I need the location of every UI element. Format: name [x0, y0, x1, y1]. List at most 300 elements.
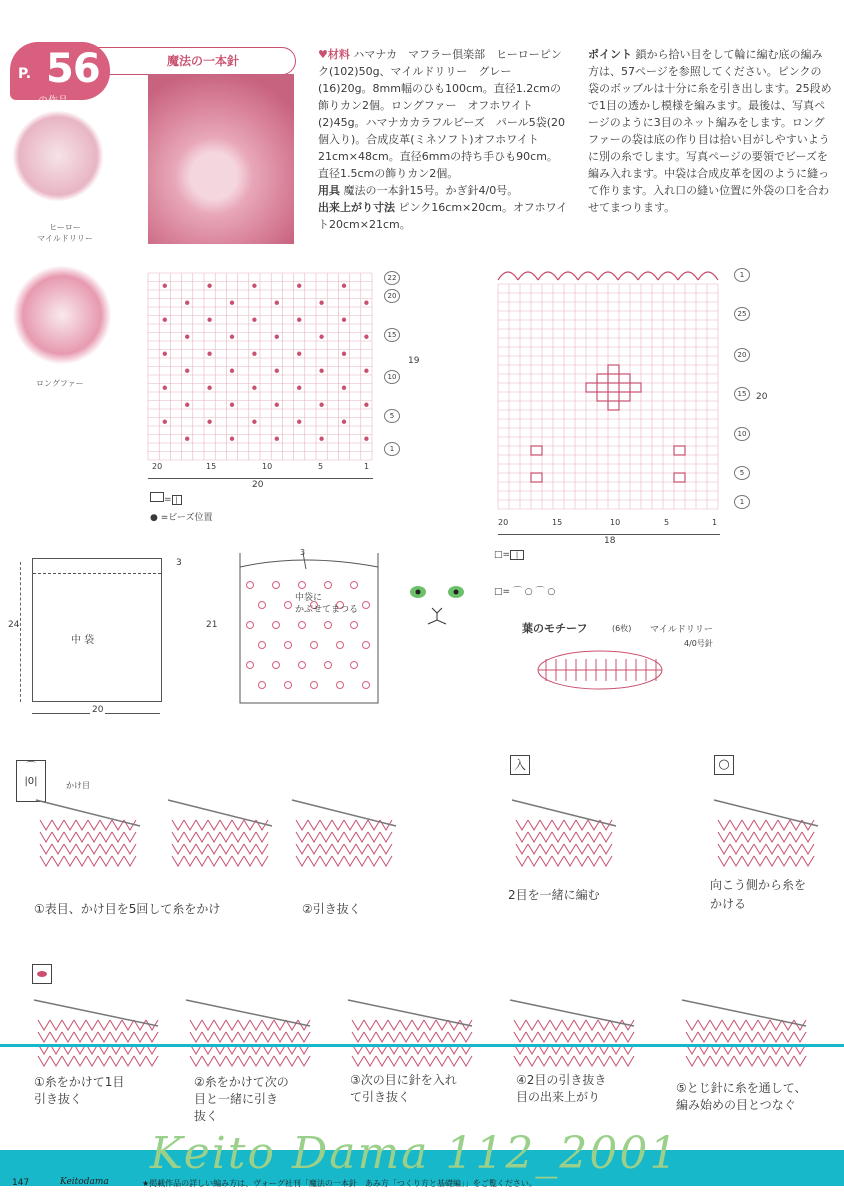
knit-loop	[686, 1056, 698, 1066]
bead-circle	[363, 602, 370, 609]
knit-loop	[528, 832, 540, 842]
knit-loop	[380, 832, 392, 842]
knit-loop	[376, 1020, 388, 1030]
knit-loop	[274, 1032, 286, 1042]
knit-loop	[308, 820, 320, 830]
inner-bag-height: 24	[8, 620, 20, 630]
knit-loop	[526, 1056, 538, 1066]
knit-loop	[352, 1032, 364, 1042]
knit-loop	[122, 1020, 134, 1030]
knit-loop	[766, 856, 778, 866]
knit-loop	[368, 856, 380, 866]
knit-swatch	[36, 800, 140, 866]
knit-loop	[686, 1020, 698, 1030]
knit-loop	[790, 832, 802, 842]
knit-loop	[344, 856, 356, 866]
knit-loop	[600, 856, 612, 866]
knit-loop	[722, 1020, 734, 1030]
knit-loop	[296, 832, 308, 842]
scallop	[598, 272, 618, 280]
tools-text: 魔法の一本針15号。かぎ針4/0号。	[343, 184, 519, 197]
outer-bag-drawing	[228, 545, 408, 710]
scallop	[518, 272, 538, 280]
knit-loop	[718, 832, 730, 842]
pattern-title: 魔法の一本針	[166, 54, 239, 68]
knit-loop	[436, 1032, 448, 1042]
bead-dot	[275, 369, 279, 373]
bead-circle	[363, 682, 370, 689]
knit-loop	[576, 820, 588, 830]
step2-caption-2: ②糸をかけて次の 目と一緒に引き 抜く	[194, 1075, 289, 1123]
page-number: 56	[46, 46, 100, 92]
knit-loop	[76, 844, 88, 854]
bead-dot	[319, 301, 323, 305]
inner-bag-top: 3	[176, 558, 182, 568]
knit-loop	[730, 844, 742, 854]
knit-loop	[424, 1032, 436, 1042]
knit-loop	[388, 1020, 400, 1030]
knit-loop	[40, 820, 52, 830]
tools-label: 用具	[318, 184, 340, 197]
scallop	[618, 272, 638, 280]
right-height-label: 20	[756, 392, 768, 402]
motif-cell	[608, 383, 619, 392]
step-row-2-illustrations	[0, 990, 844, 1070]
knit-loop	[244, 856, 256, 866]
bead-dot	[275, 335, 279, 339]
knit-loop	[190, 1056, 202, 1066]
knit-loop	[100, 856, 112, 866]
bead-circle	[285, 602, 292, 609]
footer-brand: Keitodama	[60, 1177, 109, 1187]
bead-dot	[207, 352, 211, 356]
knit-loop	[770, 1032, 782, 1042]
knit-loop	[86, 1056, 98, 1066]
knit-loop	[552, 832, 564, 842]
knit-loop	[562, 1020, 574, 1030]
knit-loop	[40, 832, 52, 842]
knit-loop	[40, 856, 52, 866]
step1-caption-2: ②引き抜く	[302, 902, 361, 916]
knit-loop	[214, 1056, 226, 1066]
knit-loop	[538, 1020, 550, 1030]
knit-loop	[754, 820, 766, 830]
knit-loop	[778, 856, 790, 866]
bead-circle	[247, 582, 254, 589]
knit-loop	[734, 1020, 746, 1030]
knit-loop	[562, 1032, 574, 1042]
needle	[682, 1000, 806, 1026]
scallop	[698, 272, 718, 280]
leaf-motif-diagram	[530, 645, 670, 695]
knit-loop	[202, 1056, 214, 1066]
knit-loop	[64, 820, 76, 830]
knit-loop	[722, 1056, 734, 1066]
knit-loop	[698, 1056, 710, 1066]
knit-loop	[196, 856, 208, 866]
knit-loop	[50, 1020, 62, 1030]
row-label: 10	[384, 370, 400, 384]
knit-loop	[766, 844, 778, 854]
knit-loop	[448, 1032, 460, 1042]
knit-loop	[778, 844, 790, 854]
knit-swatch	[34, 1000, 158, 1066]
materials-text: ハマナカ マフラー倶楽部 ヒーローピンク(102)50g、マイルドリリー グレー (16)20g。8mm幅のひも100cm。直径1.2cmの飾りカン2個。ロングファー オフホワイト(2)45g。ハマナカカラフルビーズ パール5袋(20個入り)。合成皮革(ミネソフト)オフホワイト21cm×48cm。直径6mmの持ち手ひも90cm。直径1.5cmの飾りカン2個。	[318, 48, 565, 180]
knit-loop	[208, 820, 220, 830]
bead-circle	[351, 662, 358, 669]
knit-loop	[76, 856, 88, 866]
knit-loop	[332, 856, 344, 866]
bead-dot	[230, 301, 234, 305]
left-chart	[140, 265, 420, 525]
knit-loop	[52, 832, 64, 842]
knit-loop	[718, 856, 730, 866]
bead-circle	[311, 642, 318, 649]
knit-loop	[62, 1032, 74, 1042]
knit-swatch	[292, 800, 396, 866]
knit-loop	[400, 1020, 412, 1030]
symbol-slip-stitch	[32, 964, 52, 984]
knit-loop	[514, 1020, 526, 1030]
knit-loop	[564, 832, 576, 842]
knit-loop	[250, 1032, 262, 1042]
knit-loop	[528, 820, 540, 830]
knit-loop	[610, 1056, 622, 1066]
motif-cell	[608, 401, 619, 410]
knit-loop	[766, 832, 778, 842]
needle	[348, 1000, 472, 1026]
motif-cell	[531, 446, 542, 455]
knit-loop	[528, 844, 540, 854]
bead-dot	[230, 437, 234, 441]
inner-bag-outline	[32, 558, 162, 702]
knit-loop	[98, 1056, 110, 1066]
right-width-line	[498, 534, 720, 535]
left-width-label: 20	[252, 480, 264, 490]
knit-loop	[88, 820, 100, 830]
knit-loop	[576, 856, 588, 866]
knit-loop	[746, 1020, 758, 1030]
knit-loop	[64, 844, 76, 854]
scallop-edge	[498, 272, 718, 280]
knit-loop	[516, 820, 528, 830]
scallop	[558, 272, 578, 280]
motif-cell	[630, 383, 641, 392]
knit-loop	[232, 832, 244, 842]
bead-dot	[364, 301, 368, 305]
right-legend-2: □= ⌒ ○ ⌒ ○	[494, 587, 556, 597]
knit-loop	[758, 1020, 770, 1030]
knit-loop	[320, 856, 332, 866]
knit-loop	[600, 832, 612, 842]
knit-loop	[746, 1056, 758, 1066]
knit-loop	[112, 832, 124, 842]
knit-loop	[190, 1020, 202, 1030]
bead-dot	[319, 437, 323, 441]
knit-loop	[76, 832, 88, 842]
knit-loop	[356, 832, 368, 842]
needle	[34, 1000, 158, 1026]
knit-loop	[220, 856, 232, 866]
knit-loop	[62, 1020, 74, 1030]
bead-circle	[285, 642, 292, 649]
knit-loop	[528, 856, 540, 866]
point-text: 鎖から拾い目をして輪に編む底の編み方は、57ページを参照してください。ピンクの袋のボッブルは十分に糸を引き出します。25段めで1目の透かし模様を編みます。最後は、写真ページのように3目のネット編みをします。ロングファーの袋は底の作り目は拾い目がしやすいように別の糸でします。写真ページの要領でビーズを編み入れます。中袋は合成皮革を図のように縫って作ります。入れ口の縫い位置に外袋の口を合わせてまつります。	[588, 48, 832, 214]
bead-dot	[319, 403, 323, 407]
bead-dot	[163, 352, 167, 356]
symbol-yo: ○	[714, 755, 734, 775]
bead-dot	[297, 352, 301, 356]
outer-bag-top: 3	[300, 548, 306, 557]
needle	[186, 1000, 310, 1026]
knit-loop	[238, 1056, 250, 1066]
bead-dot	[252, 386, 256, 390]
knit-loop	[134, 1032, 146, 1042]
knit-loop	[742, 832, 754, 842]
leaf-title: 葉のモチーフ	[522, 622, 588, 635]
knit-loop	[770, 1020, 782, 1030]
knit-loop	[586, 1020, 598, 1030]
needle	[714, 800, 818, 826]
knit-loop	[308, 844, 320, 854]
left-legend-knit: = |	[150, 492, 182, 505]
step2-caption-1: ①糸をかけて1目 引き抜く	[34, 1075, 125, 1106]
bead-circle	[325, 582, 332, 589]
knit-loop	[574, 1020, 586, 1030]
knit-loop	[460, 1032, 472, 1042]
knit-loop	[220, 844, 232, 854]
bead-circle	[285, 682, 292, 689]
knit-loop	[778, 820, 790, 830]
knit-loop	[754, 856, 766, 866]
bead-circle	[259, 682, 266, 689]
knit-loop	[562, 1056, 574, 1066]
bead-circle	[247, 662, 254, 669]
knit-loop	[352, 1020, 364, 1030]
motif-cell	[619, 374, 630, 383]
knit-loop	[710, 1032, 722, 1042]
knit-loop	[710, 1020, 722, 1030]
knit-loop	[364, 1056, 376, 1066]
knit-loop	[526, 1020, 538, 1030]
knit-loop	[196, 820, 208, 830]
knit-loop	[424, 1056, 436, 1066]
knit-loop	[238, 1020, 250, 1030]
knit-loop	[622, 1032, 634, 1042]
knit-loop	[742, 820, 754, 830]
motif-cell	[674, 473, 685, 482]
bead-dot	[185, 437, 189, 441]
knit-loop	[208, 856, 220, 866]
knit-loop	[88, 832, 100, 842]
knit-loop	[190, 1032, 202, 1042]
bead-dot	[185, 369, 189, 373]
knit-loop	[368, 832, 380, 842]
swatch-caption-2: ロングファー	[36, 379, 84, 388]
knit-loop	[436, 1056, 448, 1066]
right-width-label: 18	[604, 536, 616, 546]
knit-loop	[598, 1032, 610, 1042]
col-label: 20	[498, 518, 509, 527]
knit-loop	[320, 844, 332, 854]
knit-loop	[232, 856, 244, 866]
leaf-yarn: マイルドリリー	[650, 625, 713, 635]
knit-loop	[364, 1032, 376, 1042]
knit-loop	[112, 844, 124, 854]
knit-loop	[226, 1056, 238, 1066]
knit-loop	[38, 1032, 50, 1042]
knit-loop	[344, 820, 356, 830]
bead-dot	[252, 420, 256, 424]
knit-loop	[124, 844, 136, 854]
knit-loop	[184, 832, 196, 842]
knit-loop	[742, 856, 754, 866]
bead-circle	[247, 622, 254, 629]
knit-loop	[274, 1056, 286, 1066]
knit-loop	[296, 856, 308, 866]
bead-dot	[252, 284, 256, 288]
knit-loop	[172, 820, 184, 830]
step2-caption-4: ④2目の引き抜き 目の出来上がり	[516, 1073, 607, 1104]
knit-loop	[202, 1032, 214, 1042]
col-label: 10	[610, 518, 621, 527]
knit-loop	[380, 844, 392, 854]
knit-loop	[516, 832, 528, 842]
row-label: 20	[384, 289, 400, 303]
bead-dot	[342, 352, 346, 356]
left-grid	[148, 273, 372, 460]
knit-loop	[262, 1020, 274, 1030]
yarn-swatch-hero	[12, 110, 104, 202]
knit-loop	[332, 820, 344, 830]
knit-loop	[208, 832, 220, 842]
bead-dot	[319, 335, 323, 339]
knit-loop	[364, 1020, 376, 1030]
knit-loop	[134, 1056, 146, 1066]
knit-loop	[552, 820, 564, 830]
knit-loop	[332, 844, 344, 854]
bead-dot	[297, 284, 301, 288]
knit-loop	[540, 844, 552, 854]
scallop	[638, 272, 658, 280]
bead-dot	[319, 369, 323, 373]
knit-loop	[286, 1056, 298, 1066]
left-legend-bead: ● =ビーズ位置	[150, 513, 213, 523]
knit-loop	[552, 856, 564, 866]
size-label: 出来上がり寸法	[318, 201, 395, 214]
knit-loop	[388, 1056, 400, 1066]
knit-loop	[320, 832, 332, 842]
knit-loop	[610, 1032, 622, 1042]
knit-loop	[412, 1020, 424, 1030]
knit-loop	[262, 1032, 274, 1042]
knit-loop	[202, 1020, 214, 1030]
knit-loop	[698, 1032, 710, 1042]
knit-loop	[298, 1056, 310, 1066]
bead-dot	[252, 318, 256, 322]
knit-loop	[52, 856, 64, 866]
knit-loop	[50, 1032, 62, 1042]
knit-loop	[730, 832, 742, 842]
outer-bag-note: 中袋に かぶせてまつる	[295, 593, 359, 615]
knit-loop	[40, 844, 52, 854]
knit-loop	[794, 1032, 806, 1042]
knit-loop	[298, 1032, 310, 1042]
knit-loop	[574, 1032, 586, 1042]
knit-loop	[124, 832, 136, 842]
knit-loop	[598, 1020, 610, 1030]
knit-loop	[794, 1056, 806, 1066]
footer-watermark: Keito Dama 112_2001	[150, 1128, 680, 1179]
knit-loop	[588, 844, 600, 854]
knit-loop	[262, 1056, 274, 1066]
bead-dot	[230, 369, 234, 373]
col-label: 10	[262, 462, 273, 471]
knit-loop	[214, 1032, 226, 1042]
knit-loop	[758, 1056, 770, 1066]
motif-cell	[597, 392, 608, 401]
knit-swatch	[348, 1000, 472, 1066]
knit-loop	[308, 856, 320, 866]
knit-loop	[550, 1056, 562, 1066]
knit-loop	[586, 1032, 598, 1042]
inner-bag-label: 中 袋	[71, 635, 95, 646]
symbol-bobble: ⌒ |0|	[16, 760, 46, 802]
left-height-label: 19	[408, 356, 420, 366]
knit-loop	[100, 832, 112, 842]
knit-loop	[244, 832, 256, 842]
knit-loop	[376, 1056, 388, 1066]
knit-loop	[286, 1032, 298, 1042]
col-label: 1	[712, 518, 718, 527]
row-label: 15	[384, 328, 400, 342]
point-label: ポイント	[588, 48, 632, 61]
col-label: 1	[364, 462, 370, 471]
knit-loop	[232, 844, 244, 854]
col-label: 5	[318, 462, 324, 471]
knit-loop	[538, 1056, 550, 1066]
knit-loop	[448, 1056, 460, 1066]
bead-dot	[342, 284, 346, 288]
scallop	[678, 272, 698, 280]
knit-loop	[220, 820, 232, 830]
knit-loop	[782, 1056, 794, 1066]
row-label: 10	[734, 427, 750, 441]
knit-loop	[412, 1056, 424, 1066]
page-prefix: P.	[18, 66, 32, 82]
bead-dot	[342, 318, 346, 322]
scallop	[578, 272, 598, 280]
motif-cell	[608, 365, 619, 374]
knit-loop	[550, 1020, 562, 1030]
knit-loop	[388, 1032, 400, 1042]
knit-loop	[802, 832, 814, 842]
inner-bag-width: 20	[92, 705, 104, 715]
knit-loop	[98, 1020, 110, 1030]
step1-note: かけ目	[66, 781, 90, 790]
knit-loop	[412, 1032, 424, 1042]
knit-swatch	[168, 800, 272, 866]
bead-dot	[297, 420, 301, 424]
knit-loop	[730, 856, 742, 866]
knit-loop	[172, 856, 184, 866]
row-label: 20	[734, 348, 750, 362]
knit-loop	[256, 844, 268, 854]
bead-dot	[185, 301, 189, 305]
knit-loop	[86, 1032, 98, 1042]
bead-dot	[364, 369, 368, 373]
bead-dot	[342, 420, 346, 424]
